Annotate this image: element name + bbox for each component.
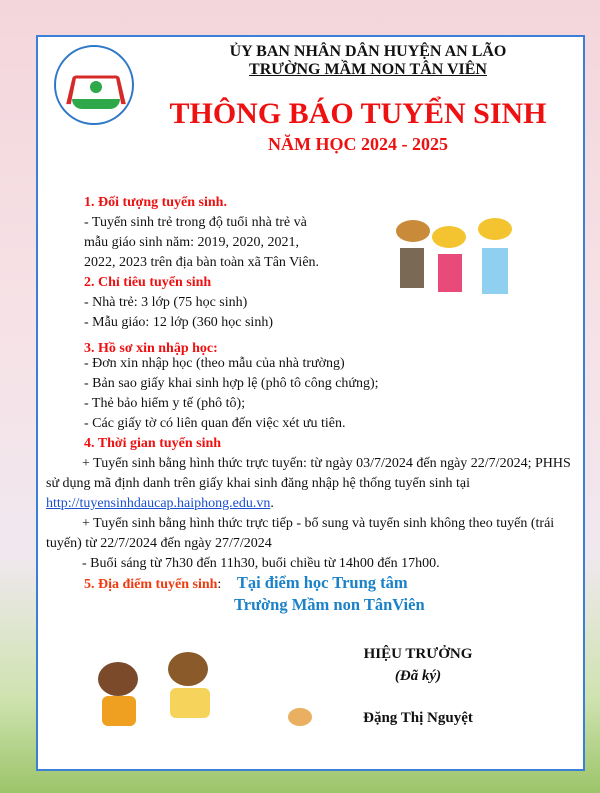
place-line1: Tại điểm học Trung tâm [236, 573, 408, 592]
section-5 [84, 573, 584, 595]
text-line: + Tuyển sinh bằng hình thức trực tiếp - bổ sung và tuyển sinh không theo tuyến (trái tuyến) từ 22/7/2024 đến ngày 27/7/2024 [46, 516, 555, 551]
text-line: - Buổi sáng từ 7h30 đến 11h30, buổi chiều từ 14h00 đến 17h00. [82, 556, 440, 571]
section-3-list [84, 354, 424, 454]
text-line: - Các giấy tờ có liên quan đến việc xét ưu tiên. [84, 416, 346, 431]
text-line: . [270, 496, 274, 511]
text-line: - Bản sao giấy khai sinh hợp lệ (phô tô công chứng); [84, 376, 379, 391]
signature-role: HIỆU TRƯỞNG [363, 646, 473, 662]
signature-note: (Đã ký) [394, 668, 442, 684]
children-illustration-top [388, 212, 528, 312]
signature-name: Đặng Thị Nguyệt [363, 710, 473, 726]
text-line: 2022, 2023 trên địa bàn toàn xã Tân Viên. [84, 255, 320, 270]
section-2-heading: 2. Chỉ tiêu tuyển sinh [84, 275, 212, 290]
text-line: : [217, 577, 222, 592]
text-line: - Thẻ bảo hiểm y tế (phô tô); [84, 396, 246, 411]
children-illustration-bottom [88, 652, 318, 742]
text-line: - Tuyển sinh trẻ trong độ tuổi nhà trẻ và [84, 215, 307, 230]
page-title: THÔNG BÁO TUYỂN SINH [169, 97, 547, 130]
text-line: mẫu giáo sinh năm: 2019, 2020, 2021, [84, 235, 300, 250]
section-4-body [46, 454, 574, 574]
enrollment-link[interactable]: http://tuyensinhdaucap.haiphong.edu.vn [46, 496, 271, 511]
text-line: - Đơn xin nhập học (theo mẫu của nhà trường) [84, 356, 345, 371]
section-1 [84, 193, 344, 359]
header-line2: TRƯỜNG MẦM NON TÂN VIÊN [249, 61, 487, 78]
text-line: - Nhà trẻ: 3 lớp (75 học sinh) [84, 295, 248, 310]
school-logo [54, 45, 134, 125]
section-3-heading: 3. Hồ sơ xin nhập học: [84, 341, 218, 356]
notice-panel [36, 35, 585, 771]
page-subtitle: NĂM HỌC 2024 - 2025 [268, 134, 448, 154]
section-5-heading: 5. Địa điểm tuyển sinh [84, 577, 218, 592]
signature-block [338, 643, 498, 729]
place-line2: Trường Mầm non TânViên [234, 595, 425, 614]
text-line: + Tuyển sinh bằng hình thức trực tuyến: từ ngày 03/7/2024 đến ngày 22/7/2024; PHHS sử dụng mã định danh trên giấy khai sinh đăng nhập hệ thống tuyển sinh tại [46, 456, 571, 491]
header-line1: ỦY BAN NHÂN DÂN HUYỆN AN LÃO [229, 43, 507, 60]
text-line: - Mẫu giáo: 12 lớp (360 học sinh) [84, 315, 273, 330]
section-4-heading: 4. Thời gian tuyển sinh [84, 436, 222, 451]
section-1-heading: 1. Đối tượng tuyển sinh. [84, 195, 227, 210]
